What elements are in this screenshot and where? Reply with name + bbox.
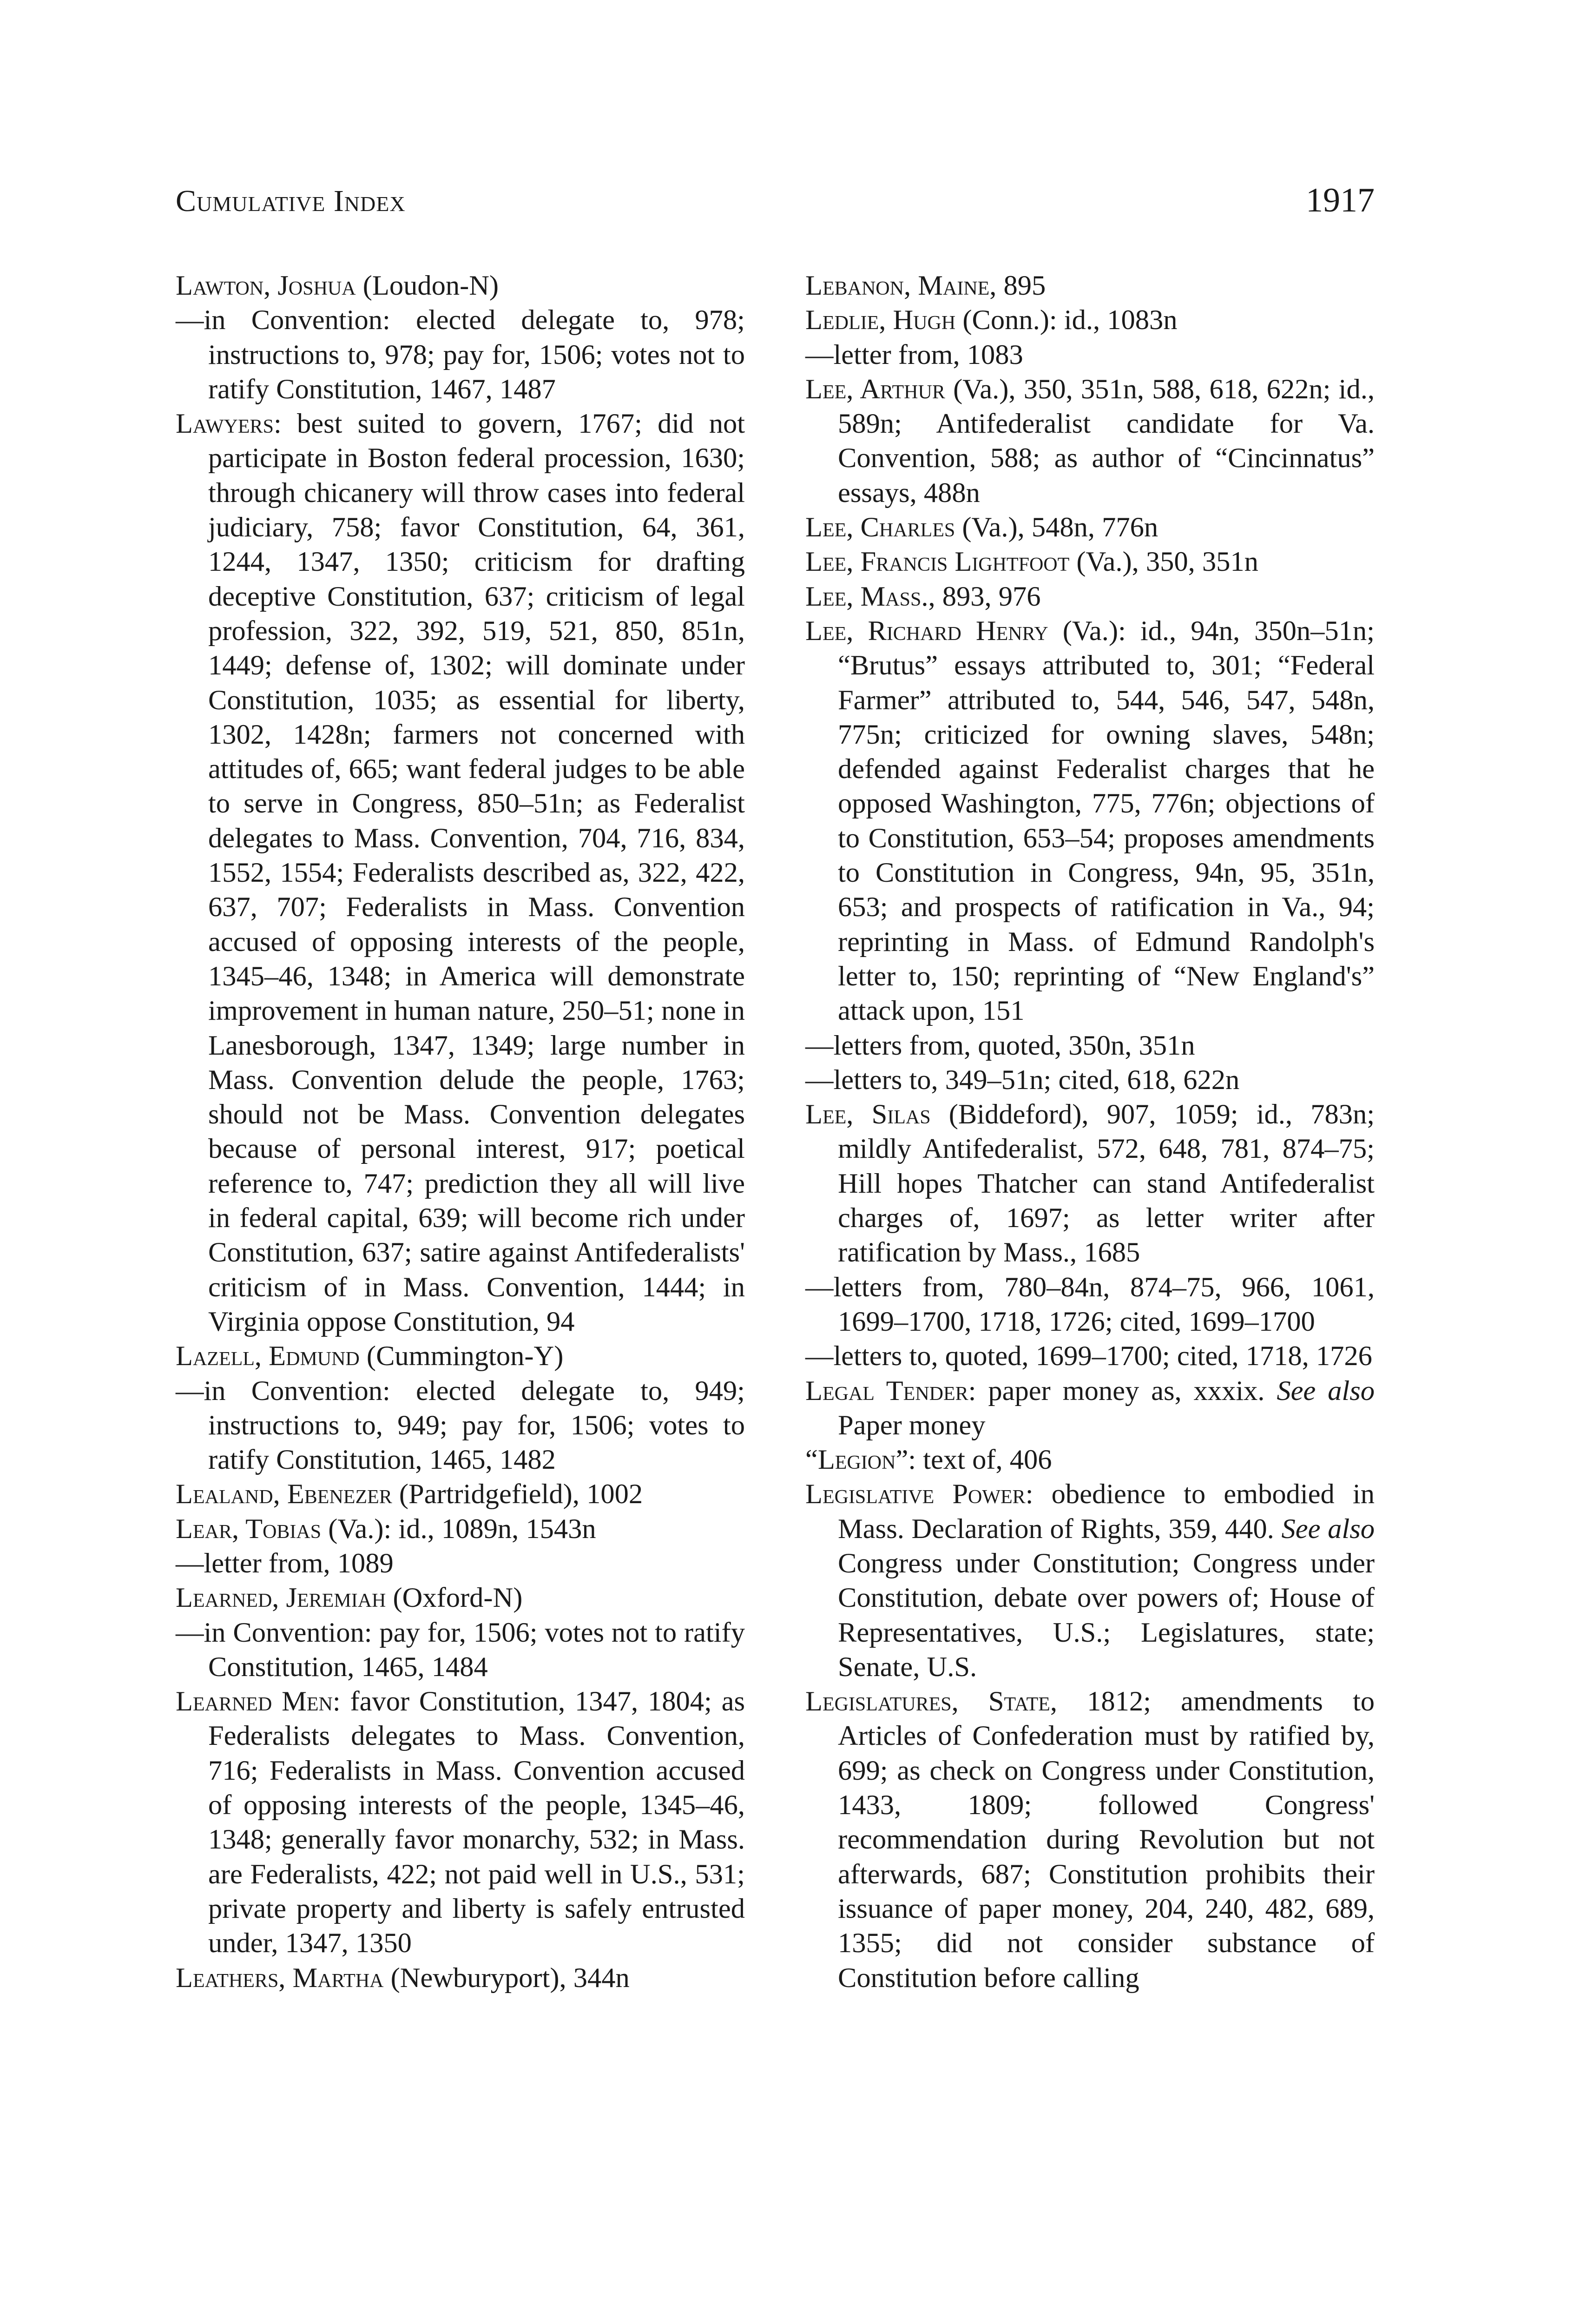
entry-heading: Legal Tender xyxy=(805,1375,968,1406)
index-subentry xyxy=(176,1374,745,1478)
entry-heading: Lawton, Joshua xyxy=(176,270,356,301)
entry-text: (Va.): id., 1089n, 1543n xyxy=(321,1513,596,1545)
entry-heading: Lee, Charles xyxy=(805,512,955,543)
entry-heading: Legislatures, State xyxy=(805,1686,1050,1717)
entry-text: (Va.), 350, 351n xyxy=(1069,546,1258,578)
index-entry xyxy=(176,269,745,303)
entry-heading: Learned Men xyxy=(176,1686,333,1717)
entry-text: —letters to, quoted, 1699–1700; cited, 1718, 1726 xyxy=(805,1340,1372,1372)
entry-heading: Lee, Richard Henry xyxy=(805,615,1048,647)
entry-text: —letter from, 1089 xyxy=(176,1547,394,1579)
index-subentry xyxy=(805,1063,1375,1097)
index-entry xyxy=(805,1684,1375,1995)
see-also-reference: See also xyxy=(1281,1513,1375,1545)
index-entry xyxy=(805,269,1375,303)
entry-heading: Leathers, Martha xyxy=(176,1962,384,1994)
entry-heading: Lee, Silas xyxy=(805,1099,931,1130)
entry-heading: Lee, Francis Lightfoot xyxy=(805,546,1070,578)
see-also-targets: Paper money xyxy=(838,1409,986,1441)
entry-text: : favor Constitution, 1347, 1804; as Federalists delegates to Mass. Convention, 716; Federalists in Mass. Convention accused of opposing interests of the people, 1345–46, 1348; generally favor monarchy, 532; in Mass. are Federalists, 422; not paid well in U.S., 531; private property and liberty is safely entrusted under, 1347, 1350 xyxy=(208,1686,745,1959)
index-entry xyxy=(176,1512,745,1546)
entry-text: : obedience to embodied in Mass. Declaration of Rights, 359, 440. xyxy=(838,1479,1375,1545)
index-entry xyxy=(176,1961,745,1995)
entry-text: (Biddeford), 907, 1059; id., 783n; mildly Antifederalist, 572, 648, 781, 874–75; Hill hopes Thatcher can stand Antifederalist charges of, 1697; as letter writer after ratification by Mass., 1685 xyxy=(838,1099,1375,1268)
page-header xyxy=(176,181,1375,225)
see-also-reference: See also xyxy=(1277,1375,1375,1406)
index-entry xyxy=(176,1684,745,1961)
index-subentry xyxy=(805,1029,1375,1063)
index-column-right xyxy=(805,269,1375,1995)
entry-text: (Cummington-Y) xyxy=(359,1340,564,1372)
entry-heading: Learned, Jeremiah xyxy=(176,1582,386,1614)
index-entry xyxy=(176,1581,745,1615)
entry-text: —letter from, 1083 xyxy=(805,339,1023,370)
entry-heading: Ledlie, Hugh xyxy=(805,304,956,336)
index-subentry xyxy=(176,1616,745,1685)
index-subentry xyxy=(805,338,1375,372)
entry-text: —in Convention: pay for, 1506; votes not to ratify Constitution, 1465, 1484 xyxy=(176,1617,745,1683)
entry-text: : best suited to govern, 1767; did not participate in Boston federal procession, 1630; through chicanery will throw cases into federal judiciary, 758; favor Constitution, 64, 361, 1244, 1347, 1350; criticism for drafting deceptive Constitution, 637; criticism of legal profession, 322, 392, 519, 521, 850, 851n, 1449; defense of, 1302; will dominate under Constitution, 1035; as essential for liberty, 1302, 1428n; farmers not concerned with attitudes of, 665; want federal judges to be able to serve in Congress, 850–51n; as Federalist delegates to Mass. Convention, 704, 716, 834, 1552, 1554; Federalists described as, 322, 422, 637, 707; Federalists in Mass. Convention accused of opposing interests of the people, 1345–46, 1348; in America will demonstrate improvement in human nature, 250–51; none in Lanesborough, 1347, 1349; large number in Mass. Convention delude the people, 1763; should not be Mass. Convention delegates because of personal interest, 917; poetical reference to, 747; prediction they all will live in federal capital, 639; will become rich under Constitution, 637; satire against Antifederalists' criticism of in Mass. Convention, 1444; in Virginia oppose Constitution, 94 xyxy=(208,408,745,1337)
index-entry xyxy=(805,1477,1375,1684)
entry-text: (Partridgefield), 1002 xyxy=(392,1479,643,1510)
see-also-targets: Congress under Constitution; Congress under Constitution, debate over powers of; House of Representatives, U.S.; Legislatures, state; Senate, U.S. xyxy=(838,1547,1375,1683)
entry-text: —letters from, quoted, 350n, 351n xyxy=(805,1030,1195,1061)
running-head: Cumulative Index xyxy=(176,184,406,218)
entry-text: : text of, 406 xyxy=(908,1444,1052,1476)
index-subentry xyxy=(805,1270,1375,1340)
entry-text: (Va.): id., 94n, 350n–51n; “Brutus” essays attributed to, 301; “Federal Farmer” attributed to, 544, 546, 547, 548n, 775n; criticized for owning slaves, 548n; defended against Federalist charges that he opposed Washington, 775, 776n; objections of to Constitution, 653–54; proposes amendments to Constitution in Congress, 94n, 95, 351n, 653; and prospects of ratification in Va., 94; reprinting in Mass. of Edmund Randolph's letter to, 150; reprinting of “New England's” attack upon, 151 xyxy=(838,615,1375,1027)
entry-heading: Lealand, Ebenezer xyxy=(176,1479,392,1510)
entry-text: —letters to, 349–51n; cited, 618, 622n xyxy=(805,1064,1240,1096)
entry-heading: Lear, Tobias xyxy=(176,1513,322,1545)
index-column-left xyxy=(176,269,745,1995)
entry-heading: Lee, Arthur xyxy=(805,373,945,405)
index-entry xyxy=(805,614,1375,1029)
index-subentry xyxy=(176,1546,745,1581)
index-entry xyxy=(805,372,1375,510)
index-entry xyxy=(805,1443,1375,1477)
entry-text: —letters from, 780–84n, 874–75, 966, 1061, 1699–1700, 1718, 1726; cited, 1699–1700 xyxy=(805,1271,1375,1337)
entry-text: : paper money as, xxxix. xyxy=(968,1375,1277,1406)
entry-heading: “Legion” xyxy=(805,1444,908,1476)
entry-heading: Lebanon, Maine xyxy=(805,270,990,301)
entry-text: , 895 xyxy=(989,270,1046,301)
index-entry xyxy=(176,407,745,1339)
entry-text: , 893, 976 xyxy=(928,581,1041,612)
entry-text: (Oxford-N) xyxy=(386,1582,523,1614)
entry-text: (Conn.): id., 1083n xyxy=(955,304,1178,336)
index-subentry xyxy=(805,1339,1375,1373)
entry-text: (Va.), 548n, 776n xyxy=(955,512,1159,543)
index-entry xyxy=(805,510,1375,545)
index-entry xyxy=(805,545,1375,579)
index-entry xyxy=(176,1339,745,1373)
entry-heading: Lawyers xyxy=(176,408,274,440)
entry-text: —in Convention: elected delegate to, 978; instructions to, 978; pay for, 1506; votes not to ratify Constitution, 1467, 1487 xyxy=(176,304,745,405)
index-entry xyxy=(805,580,1375,614)
entry-heading: Lee, Mass. xyxy=(805,581,928,612)
index-entry xyxy=(176,1477,745,1512)
index-subentry xyxy=(176,303,745,407)
entry-text: (Newburyport), 344n xyxy=(383,1962,630,1994)
entry-text: (Loudon-N) xyxy=(356,270,499,301)
entry-text: —in Convention: elected delegate to, 949; instructions to, 949; pay for, 1506; votes to ratify Constitution, 1465, 1482 xyxy=(176,1375,745,1476)
index-entry xyxy=(805,1097,1375,1270)
entry-heading: Lazell, Edmund xyxy=(176,1340,360,1372)
entry-text: (Va.), 350, 351n, 588, 618, 622n; id., 589n; Antifederalist candidate for Va. Convention, 588; as author of “Cincinnatus” essays, 488n xyxy=(838,373,1375,508)
index-entry xyxy=(805,1374,1375,1443)
index-entry xyxy=(805,303,1375,337)
entry-heading: Legislative Power xyxy=(805,1479,1026,1510)
entry-text: , 1812; amendments to Articles of Confederation must by ratified by, 699; as check on Congress under Constitution, 1433, 1809; followed Congress' recommendation during Revolution but not afterwards, 687; Constitution prohibits their issuance of paper money, 204, 240, 482, 689, 1355; did not consider substance of Constitution before calling xyxy=(838,1686,1375,1994)
page-number: 1917 xyxy=(1306,181,1375,219)
